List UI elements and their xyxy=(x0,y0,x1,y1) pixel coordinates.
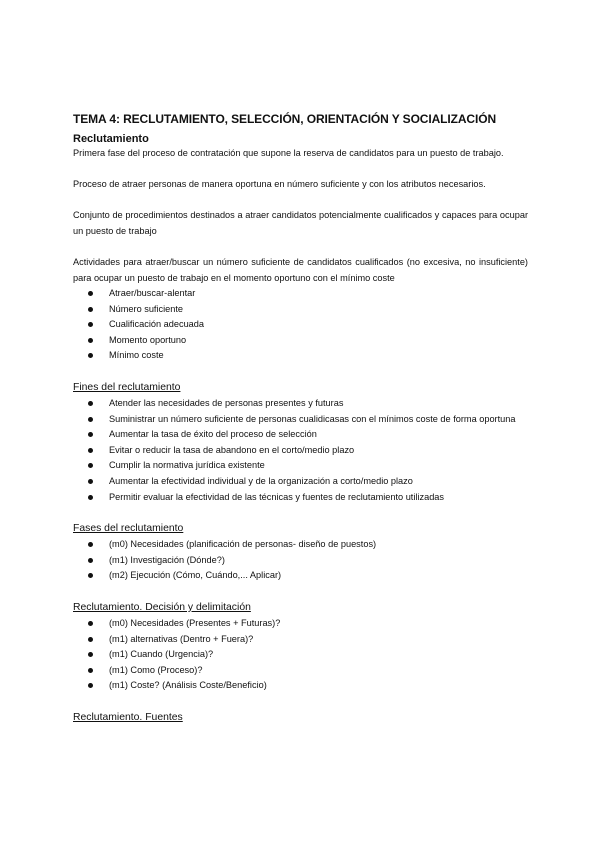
section-heading-fines: Fines del reclutamiento xyxy=(73,381,181,393)
bullet-icon xyxy=(88,652,93,657)
bullet-icon xyxy=(88,558,93,563)
list-item: Atraer/buscar-alentar xyxy=(73,286,528,302)
bullet-icon xyxy=(88,637,93,642)
page-title: TEMA 4: RECLUTAMIENTO, SELECCIÓN, ORIENTACIÓN Y SOCIALIZACIÓN xyxy=(73,112,497,126)
bullet-icon xyxy=(88,495,93,500)
list-item: (m1) Cuando (Urgencia)? xyxy=(73,647,528,663)
paragraph: Conjunto de procedimientos destinados a atraer candidatos potencialmente cualificados y capaces para ocupar un puesto de trabajo xyxy=(73,210,528,236)
bullet-icon xyxy=(88,401,93,406)
bullet-list-fases xyxy=(73,537,528,584)
document-content xyxy=(73,112,528,726)
bullet-list-decision xyxy=(73,616,528,694)
list-item: (m0) Necesidades (planificación de personas- diseño de puestos) xyxy=(73,537,528,553)
section-heading-reclutamiento: Reclutamiento xyxy=(73,133,149,145)
paragraph: Primera fase del proceso de contratación que supone la reserva de candidatos para un puesto de trabajo. xyxy=(73,148,504,158)
bullet-icon xyxy=(88,322,93,327)
bullet-icon xyxy=(88,479,93,484)
bullet-list-reclutamiento xyxy=(73,286,528,364)
section-heading-fases: Fases del reclutamiento xyxy=(73,523,184,535)
list-item: Cumplir la normativa jurídica existente xyxy=(73,458,528,474)
list-item: (m1) Coste? (Análisis Coste/Beneficio) xyxy=(73,678,528,694)
section-heading-fuentes: Reclutamiento. Fuentes xyxy=(73,711,183,723)
bullet-icon xyxy=(88,432,93,437)
list-item: (m1) Como (Proceso)? xyxy=(73,663,528,679)
bullet-icon xyxy=(88,683,93,688)
list-item: Mínimo coste xyxy=(73,348,528,364)
bullet-icon xyxy=(88,463,93,468)
bullet-icon xyxy=(88,417,93,422)
bullet-icon xyxy=(88,291,93,296)
list-item: (m2) Ejecución (Cómo, Cuándo,... Aplicar) xyxy=(73,568,528,584)
bullet-icon xyxy=(88,338,93,343)
list-item: Número suficiente xyxy=(73,302,528,318)
list-item: (m0) Necesidades (Presentes + Futuras)? xyxy=(73,616,528,632)
list-item: Cualificación adecuada xyxy=(73,317,528,333)
bullet-icon xyxy=(88,668,93,673)
list-item: Atender las necesidades de personas presentes y futuras xyxy=(73,396,528,412)
list-item: Aumentar la efectividad individual y de la organización a corto/medio plazo xyxy=(73,474,528,490)
list-item: Suministrar un número suficiente de personas cualidicasas con el mínimos coste de forma oportuna xyxy=(73,412,528,428)
bullet-list-fines xyxy=(73,396,528,505)
paragraph: Actividades para atraer/buscar un número suficiente de candidatos cualificados (no excesiva, no insuficiente) para ocupar un puesto de trabajo en el momento oportuno con el mínimo coste xyxy=(73,257,528,283)
list-item: Aumentar la tasa de éxito del proceso de selección xyxy=(73,427,528,443)
list-item: Permitir evaluar la efectividad de las técnicas y fuentes de reclutamiento utilizadas xyxy=(73,490,528,506)
bullet-icon xyxy=(88,573,93,578)
list-item: (m1) alternativas (Dentro + Fuera)? xyxy=(73,632,528,648)
section-heading-decision: Reclutamiento. Decisión y delimitación xyxy=(73,601,251,613)
bullet-icon xyxy=(88,307,93,312)
list-item: (m1) Investigación (Dónde?) xyxy=(73,553,528,569)
bullet-icon xyxy=(88,621,93,626)
list-item: Momento oportuno xyxy=(73,333,528,349)
bullet-icon xyxy=(88,448,93,453)
bullet-icon xyxy=(88,542,93,547)
paragraph: Proceso de atraer personas de manera oportuna en número suficiente y con los atributos necesarios. xyxy=(73,179,486,189)
bullet-icon xyxy=(88,353,93,358)
list-item: Evitar o reducir la tasa de abandono en el corto/medio plazo xyxy=(73,443,528,459)
